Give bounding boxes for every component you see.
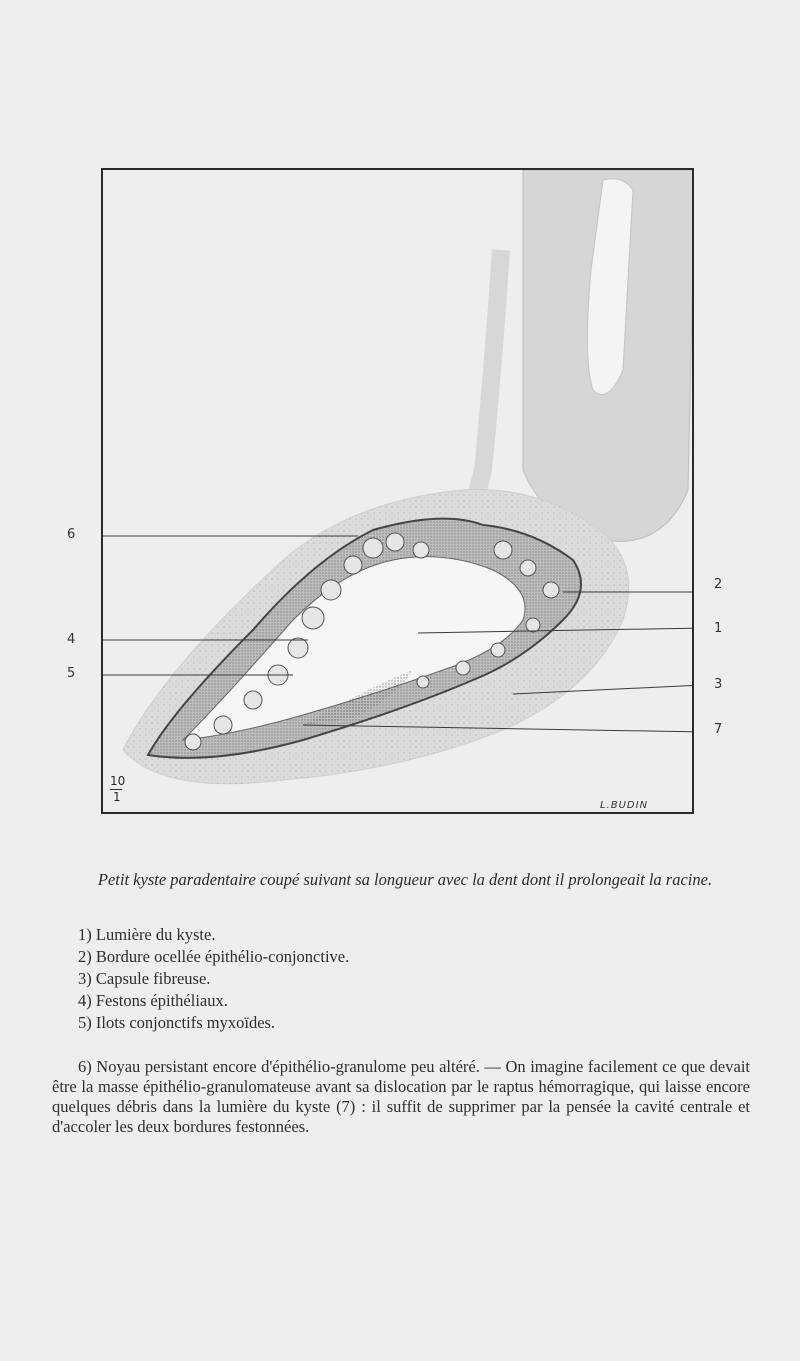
- artist-signature: L.BUDIN: [600, 800, 649, 811]
- scale-denominator: 1: [113, 790, 121, 804]
- legend-item-commentary: 6) Noyau persistant encore d'épithélio-granulome peu altéré. — On imagine facilement ce que devait être la masse épithélio-granulomateuse avant sa dislocation par le raptus hémorragique, qui laisse encore quelques débris dans la lumière du kyste (7) : il suffit de supprimer par la pensée la cavité centrale et d'accoler les deux bordures festonnées.: [52, 1056, 750, 1136]
- callout-5: 5: [67, 666, 76, 681]
- figure-plate: [101, 168, 694, 814]
- legend-item: 4) Festons épithéliaux.: [78, 991, 228, 1010]
- callout-2: 2: [714, 577, 723, 592]
- legend-item: 3) Capsule fibreuse.: [78, 969, 211, 988]
- callout-7: 7: [714, 722, 723, 737]
- legend-item: 1) Lumière du kyste.: [78, 925, 216, 944]
- callout-1: 1: [714, 621, 723, 636]
- figure-caption: Petit kyste paradentaire coupé suivant sa longueur avec la dent dont il prolongeait la racine.: [97, 870, 713, 889]
- legend-item: 5) Ilots conjonctifs myxoïdes.: [78, 1013, 276, 1032]
- callout-6: 6: [67, 527, 76, 542]
- figure-legend: [78, 924, 750, 1034]
- scale-numerator: 10: [110, 774, 126, 788]
- callout-4: 4: [67, 632, 76, 647]
- cyst-illustration: [103, 170, 692, 812]
- tooth-root: [463, 170, 692, 541]
- legend-item: 2) Bordure ocellée épithélio-conjonctive.: [78, 947, 350, 966]
- callout-3: 3: [714, 677, 723, 692]
